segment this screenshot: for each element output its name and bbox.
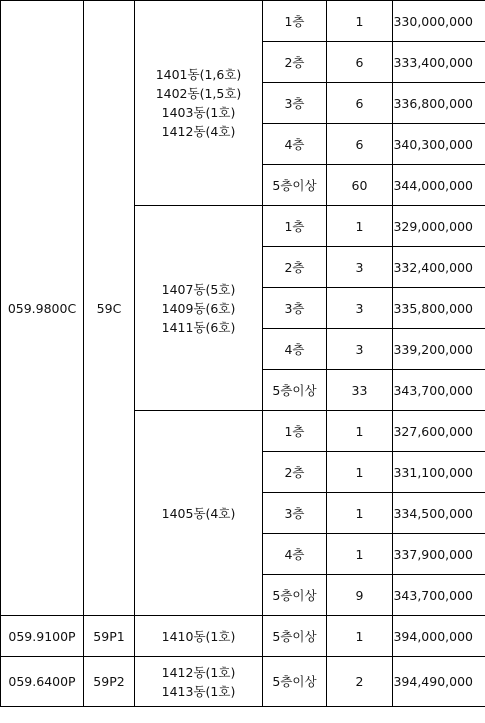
size-cell: 059.9800C bbox=[1, 1, 84, 616]
floor-cell: 1층 bbox=[263, 206, 327, 247]
dong-line: 1407동(5호) bbox=[161, 281, 236, 297]
floor-cell: 5층이상 bbox=[263, 575, 327, 616]
price-cell: 343,700,000 bbox=[393, 575, 485, 616]
count-cell: 6 bbox=[327, 124, 393, 165]
floor-cell: 5층이상 bbox=[263, 165, 327, 206]
price-cell: 335,800,000 bbox=[393, 288, 485, 329]
floor-cell: 2층 bbox=[263, 247, 327, 288]
type-cell: 59P2 bbox=[84, 657, 135, 707]
dong-cell bbox=[135, 657, 263, 707]
floor-cell: 3층 bbox=[263, 288, 327, 329]
floor-cell: 5층이상 bbox=[263, 616, 327, 657]
price-cell: 344,000,000 bbox=[393, 165, 485, 206]
count-cell: 1 bbox=[327, 534, 393, 575]
price-cell: 327,600,000 bbox=[393, 411, 485, 452]
dong-line: 1405동(4호) bbox=[161, 505, 236, 521]
floor-cell: 3층 bbox=[263, 493, 327, 534]
price-cell: 343,700,000 bbox=[393, 370, 485, 411]
dong-line: 1412동(4호) bbox=[161, 124, 236, 139]
dong-line: 1401동(1,6호) bbox=[155, 67, 242, 82]
dong-cell bbox=[135, 616, 263, 657]
price-cell: 336,800,000 bbox=[393, 83, 485, 124]
dong-line: 1403동(1호) bbox=[161, 105, 236, 120]
price-cell: 394,490,000 bbox=[393, 657, 485, 707]
count-cell: 3 bbox=[327, 329, 393, 370]
floor-cell: 2층 bbox=[263, 452, 327, 493]
dong-line: 1413동(1호) bbox=[161, 683, 236, 699]
price-cell: 329,000,000 bbox=[393, 206, 485, 247]
count-cell: 1 bbox=[327, 1, 393, 42]
size-cell: 059.6400P bbox=[1, 657, 84, 707]
dong-line: 1409동(6호) bbox=[161, 300, 236, 316]
dong-line: 1410동(1호) bbox=[161, 628, 236, 644]
dong-line: 1411동(6호) bbox=[161, 319, 236, 335]
type-cell: 59P1 bbox=[84, 616, 135, 657]
floor-cell: 4층 bbox=[263, 329, 327, 370]
price-cell: 339,200,000 bbox=[393, 329, 485, 370]
floor-cell: 1층 bbox=[263, 1, 327, 42]
dong-cell bbox=[135, 411, 263, 616]
price-cell: 394,000,000 bbox=[393, 616, 485, 657]
table-row bbox=[1, 616, 485, 657]
count-cell: 3 bbox=[327, 247, 393, 288]
price-cell: 331,100,000 bbox=[393, 452, 485, 493]
count-cell: 9 bbox=[327, 575, 393, 616]
count-cell: 33 bbox=[327, 370, 393, 411]
size-cell: 059.9100P bbox=[1, 616, 84, 657]
price-cell: 337,900,000 bbox=[393, 534, 485, 575]
count-cell: 1 bbox=[327, 616, 393, 657]
dong-cell bbox=[135, 206, 263, 411]
price-cell: 332,400,000 bbox=[393, 247, 485, 288]
floor-cell: 5층이상 bbox=[263, 370, 327, 411]
table-row bbox=[1, 657, 485, 707]
floor-cell: 1층 bbox=[263, 411, 327, 452]
dong-line: 1402동(1,5호) bbox=[155, 86, 242, 101]
dong-line: 1412동(1호) bbox=[161, 664, 236, 680]
price-cell: 340,300,000 bbox=[393, 124, 485, 165]
floor-cell: 4층 bbox=[263, 534, 327, 575]
count-cell: 2 bbox=[327, 657, 393, 707]
count-cell: 6 bbox=[327, 42, 393, 83]
price-cell: 330,000,000 bbox=[393, 1, 485, 42]
floor-cell: 5층이상 bbox=[263, 657, 327, 707]
dong-cell bbox=[135, 1, 263, 206]
count-cell: 6 bbox=[327, 83, 393, 124]
floor-cell: 3층 bbox=[263, 83, 327, 124]
count-cell: 3 bbox=[327, 288, 393, 329]
count-cell: 1 bbox=[327, 452, 393, 493]
table-row bbox=[1, 1, 485, 42]
price-cell: 333,400,000 bbox=[393, 42, 485, 83]
type-cell: 59C bbox=[84, 1, 135, 616]
count-cell: 60 bbox=[327, 165, 393, 206]
floor-cell: 2층 bbox=[263, 42, 327, 83]
count-cell: 1 bbox=[327, 493, 393, 534]
count-cell: 1 bbox=[327, 206, 393, 247]
floor-cell: 4층 bbox=[263, 124, 327, 165]
price-cell: 334,500,000 bbox=[393, 493, 485, 534]
count-cell: 1 bbox=[327, 411, 393, 452]
